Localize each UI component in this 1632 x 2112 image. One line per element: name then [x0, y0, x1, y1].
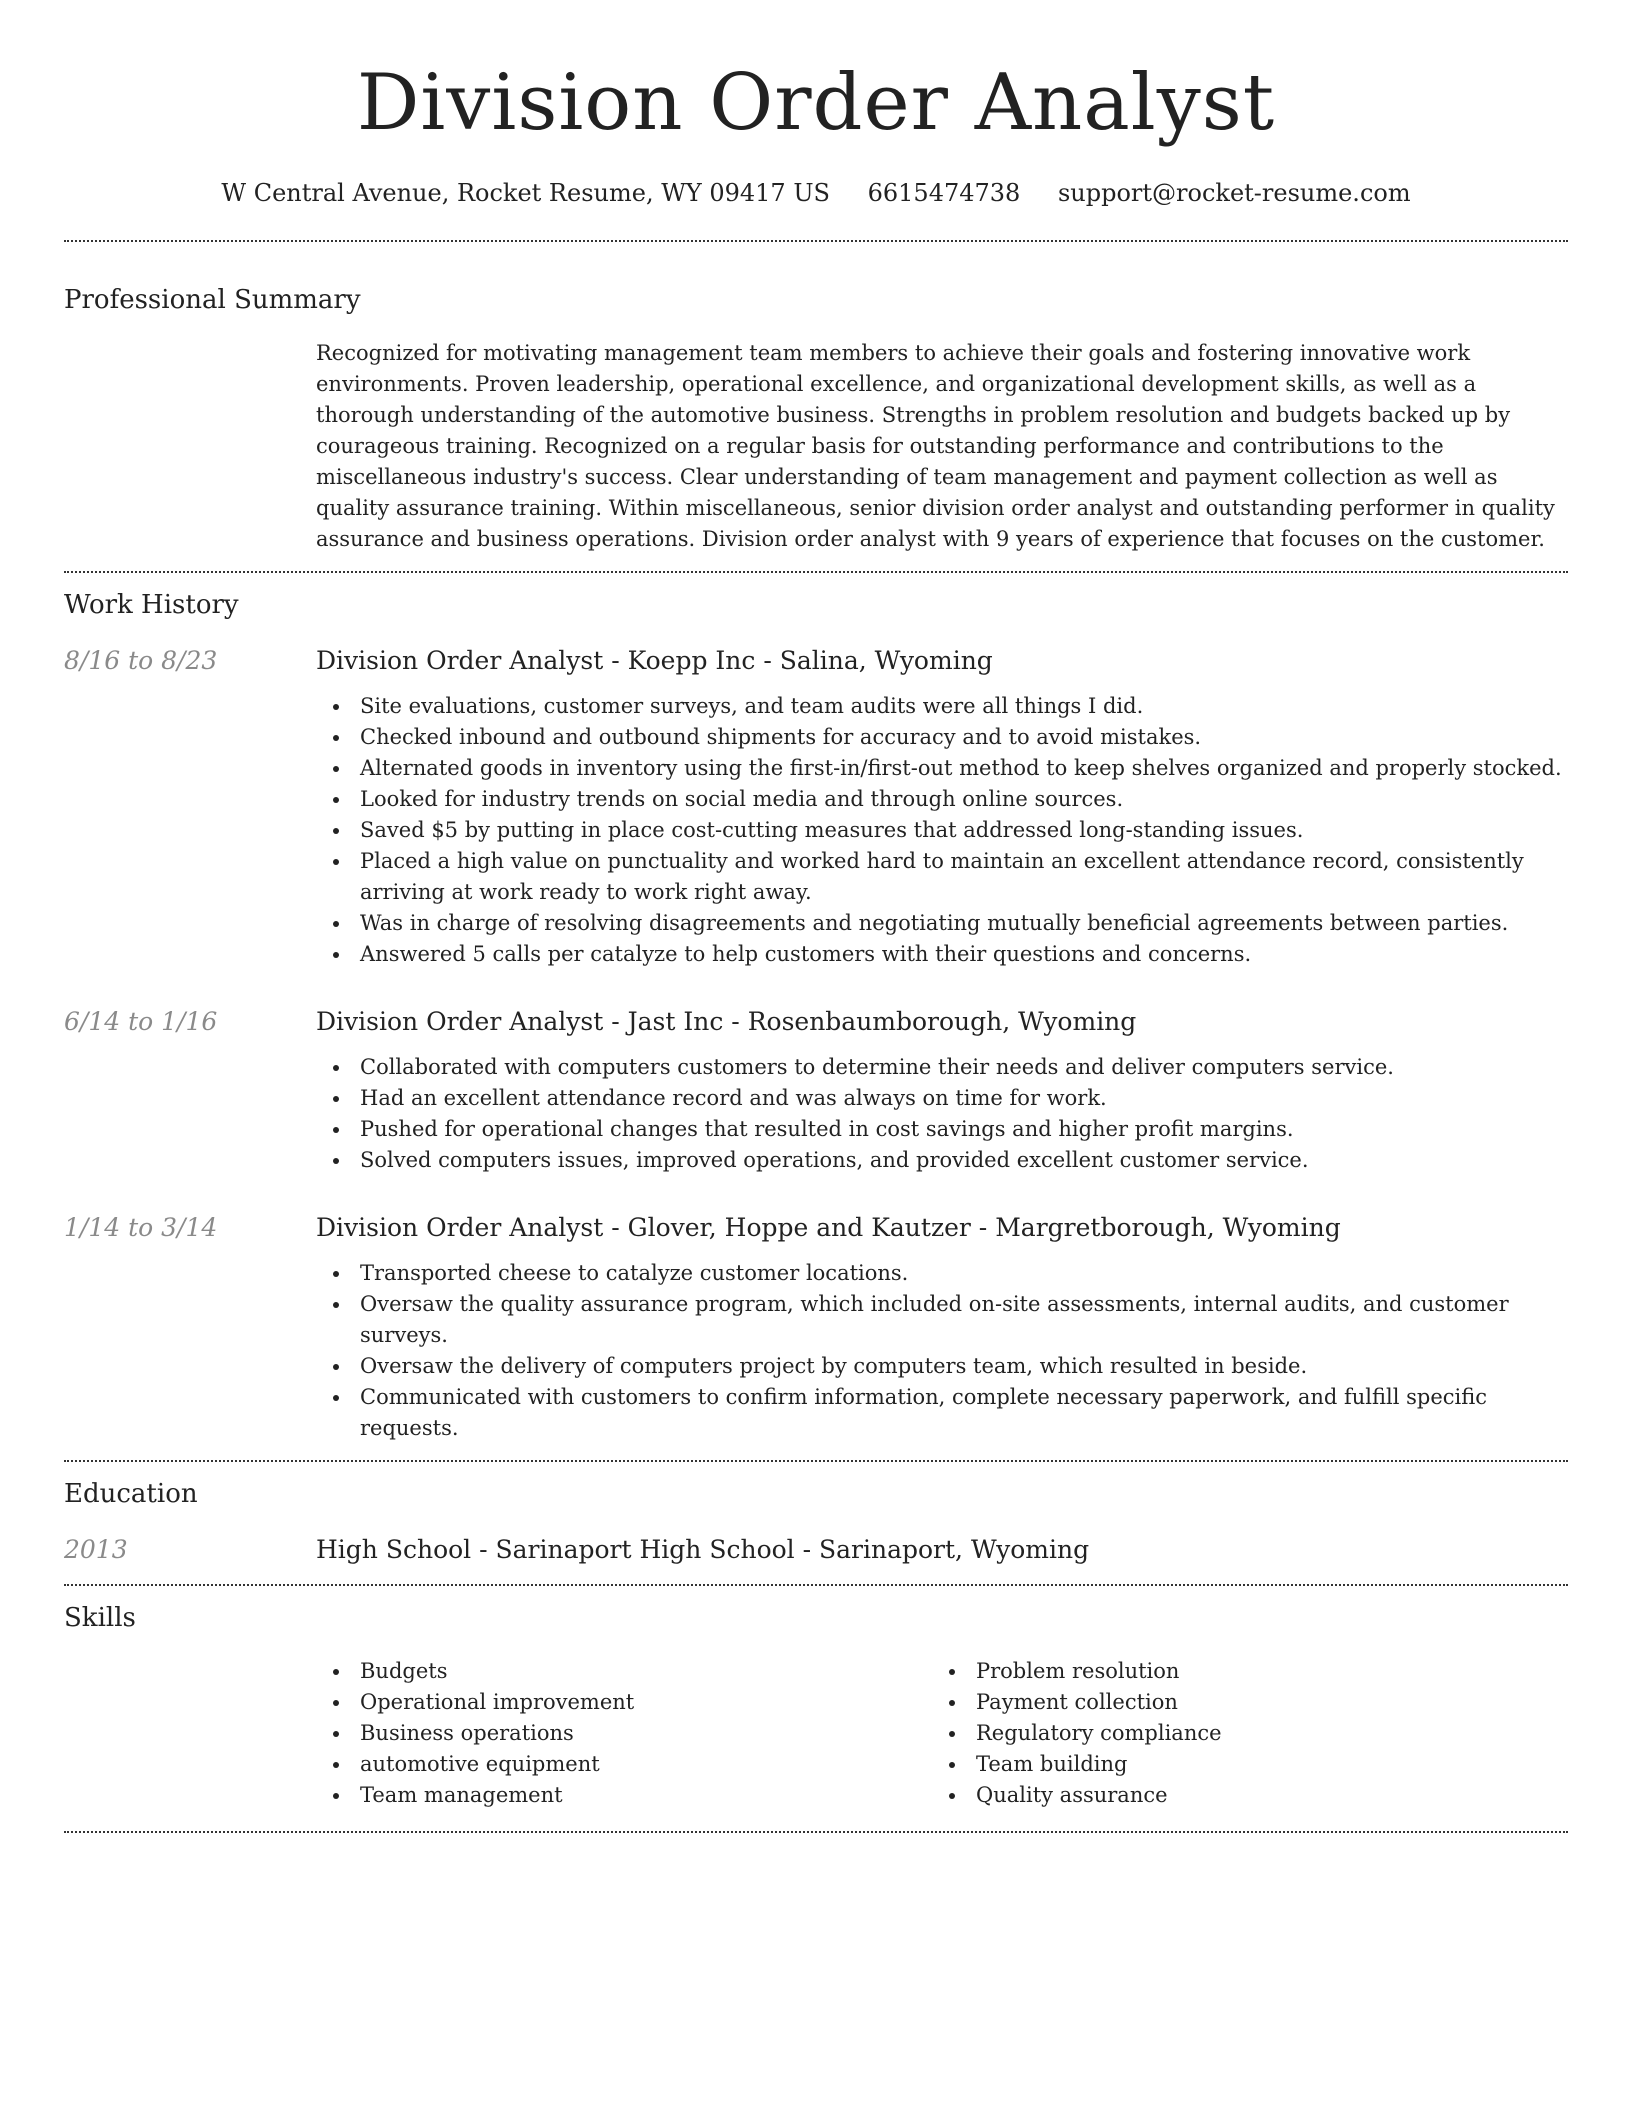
job-2-row: [64, 1004, 1568, 1040]
section-divider: [64, 1460, 1568, 1462]
skill-item: Quality assurance: [932, 1780, 1548, 1811]
skills-list: [316, 1656, 1568, 1811]
job-1-row: [64, 643, 1568, 679]
skill-item: automotive equipment: [316, 1749, 932, 1780]
list-item: Alternated goods in inventory using the first-in/first-out method to keep shelves organized and properly stocked.: [316, 753, 1568, 784]
contact-phone: 6615474738: [867, 179, 1021, 207]
job-1-dates: 8/16 to 8/23: [64, 646, 218, 675]
skill-item: Team management: [316, 1780, 932, 1811]
skill-item: Business operations: [316, 1718, 932, 1749]
job-3-heading: Division Order Analyst - Glover, Hoppe and Kautzer - Margretborough, Wyoming: [316, 1213, 1341, 1242]
skill-item: Team building: [932, 1749, 1548, 1780]
contact-address: W Central Avenue, Rocket Resume, WY 09417 US: [221, 179, 830, 207]
list-item: Oversaw the delivery of computers project by computers team, which resulted in beside.: [316, 1351, 1568, 1382]
list-item: Answered 5 calls per catalyze to help customers with their questions and concerns.: [316, 939, 1568, 970]
job-1-bullets: [316, 691, 1568, 970]
list-item: Saved $5 by putting in place cost-cutting measures that addressed long-standing issues.: [316, 815, 1568, 846]
list-item: Collaborated with computers customers to determine their needs and deliver computers service.: [316, 1052, 1568, 1083]
job-3-dates: 1/14 to 3/14: [64, 1213, 218, 1242]
job-2-dates: 6/14 to 1/16: [64, 1007, 218, 1036]
skills-title: Skills: [64, 1603, 136, 1633]
list-item: Solved computers issues, improved operations, and provided excellent customer service.: [316, 1145, 1568, 1176]
section-divider: [64, 571, 1568, 573]
summary-text: Recognized for motivating management team members to achieve their goals and fostering innovative work environments. Proven leadership, operational excellence, and organizational development skills, as well as a thorough understanding of the automotive business. Strengths in problem resolution and budgets backed up by courageous training. Recognized on a regular basis for outstanding performance and contributions to the miscellaneous industry's success. Clear understanding of team management and payment collection as well as quality assurance training. Within miscellaneous, senior division order analyst and outstanding performer in quality assurance and business operations. Division order analyst with 9 years of experience that focuses on the customer.: [316, 341, 1555, 551]
job-3-row: [64, 1210, 1568, 1246]
skills-column-right: [932, 1656, 1548, 1811]
list-item: Pushed for operational changes that resulted in cost savings and higher profit margins.: [316, 1114, 1568, 1145]
skill-item: Problem resolution: [932, 1656, 1548, 1687]
education-row: [64, 1532, 1568, 1568]
job-1-heading: Division Order Analyst - Koepp Inc - Salina, Wyoming: [316, 646, 993, 675]
resume-name: Division Order Analyst: [356, 58, 1276, 148]
job-2-bullets: [316, 1052, 1568, 1176]
skills-column-left: [316, 1656, 932, 1811]
list-item: Checked inbound and outbound shipments for accuracy and to avoid mistakes.: [316, 722, 1568, 753]
job-2-heading: Division Order Analyst - Jast Inc - Rosenbaumborough, Wyoming: [316, 1007, 1137, 1036]
list-item: Transported cheese to catalyze customer locations.: [316, 1258, 1568, 1289]
summary-title: Professional Summary: [64, 285, 361, 315]
list-item: Placed a high value on punctuality and worked hard to maintain an excellent attendance record, consistently arriving at work ready to work right away.: [316, 846, 1568, 908]
education-title: Education: [64, 1479, 198, 1509]
section-divider: [64, 240, 1568, 242]
skill-item: Regulatory compliance: [932, 1718, 1548, 1749]
skill-item: Payment collection: [932, 1687, 1548, 1718]
education-heading: High School - Sarinaport High School - Sarinaport, Wyoming: [316, 1535, 1090, 1564]
list-item: Had an excellent attendance record and was always on time for work.: [316, 1083, 1568, 1114]
contact-email: support@rocket-resume.com: [1057, 179, 1411, 207]
education-year: 2013: [64, 1535, 128, 1564]
contact-line: [0, 176, 1632, 210]
section-divider: [64, 1584, 1568, 1586]
list-item: Site evaluations, customer surveys, and team audits were all things I did.: [316, 691, 1568, 722]
list-item: Was in charge of resolving disagreements and negotiating mutually beneficial agreements between parties.: [316, 908, 1568, 939]
skill-item: Budgets: [316, 1656, 932, 1687]
skill-item: Operational improvement: [316, 1687, 932, 1718]
list-item: Oversaw the quality assurance program, which included on-site assessments, internal audits, and customer surveys.: [316, 1289, 1568, 1351]
job-3-bullets: [316, 1258, 1568, 1444]
section-divider: [64, 1831, 1568, 1833]
list-item: Communicated with customers to confirm information, complete necessary paperwork, and fulfill specific requests.: [316, 1382, 1568, 1444]
list-item: Looked for industry trends on social media and through online sources.: [316, 784, 1568, 815]
work-history-title: Work History: [64, 590, 239, 620]
